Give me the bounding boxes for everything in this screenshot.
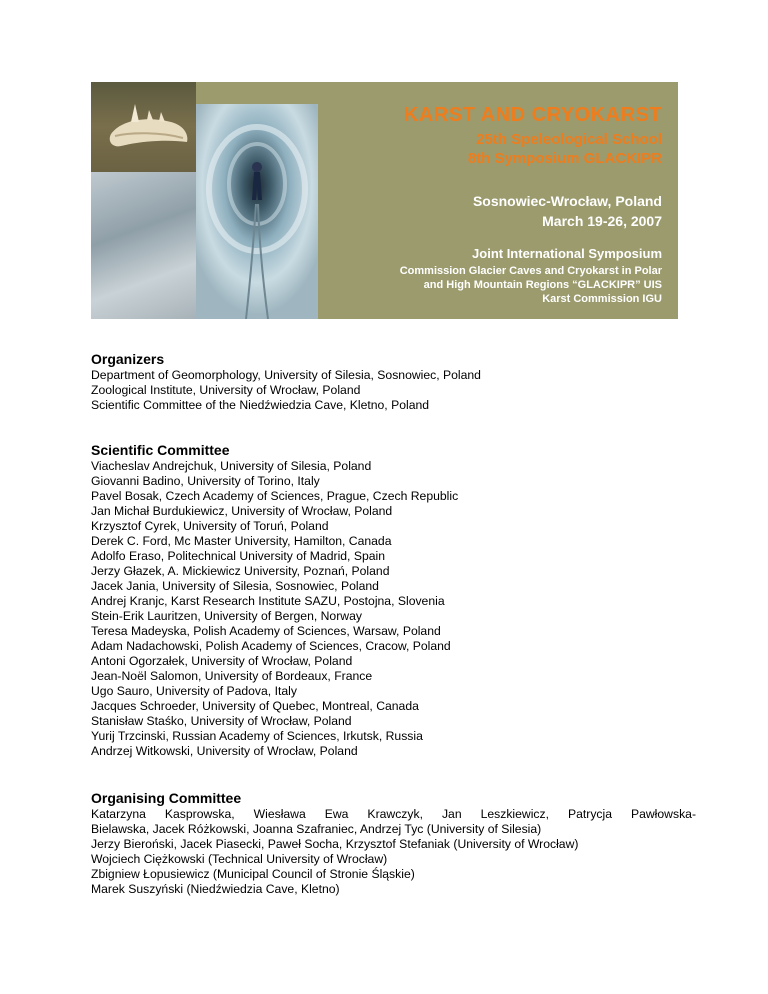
organizer-item: Zoological Institute, University of Wrocław, Poland (91, 383, 361, 397)
committee-member: Stein-Erik Lauritzen, University of Bergen, Norway (91, 609, 362, 623)
committee-member: Pavel Bosak, Czech Academy of Sciences, Prague, Czech Republic (91, 489, 459, 503)
banner-commission-line-2: and High Mountain Regions “GLACKIPR” UIS (423, 279, 662, 291)
committee-member: Yurij Trzcinski, Russian Academy of Sciences, Irkutsk, Russia (91, 729, 423, 743)
organizer-item: Scientific Committee of the Niedźwiedzia Cave, Kletno, Poland (91, 398, 430, 412)
banner-dates: March 19-26, 2007 (542, 213, 662, 229)
banner-commission-line-3: Karst Commission IGU (542, 293, 662, 305)
banner-subtitle-symposium: 8th Symposium GLACKIPR (467, 150, 662, 167)
committee-member: Jean-Noël Salomon, University of Bordeaux, France (91, 669, 373, 683)
organising-committee-section (91, 790, 711, 897)
banner-commission-line-1: Commission Glacier Caves and Cryokarst in Polar (399, 265, 662, 277)
organising-line: Jerzy Bieroński, Jacek Piasecki, Paweł Socha, Krzysztof Stefaniak (University of Wrocław) (91, 837, 579, 851)
organising-line: Bielawska, Jacek Różkowski, Joanna Szafraniec, Andrzej Tyc (University of Silesia) (91, 822, 542, 836)
organising-line: Marek Suszyński (Niedźwiedzia Cave, Kletno) (91, 882, 340, 896)
organizers-heading: Organizers (91, 351, 165, 367)
committee-member: Antoni Ogorzałek, University of Wrocław, Poland (91, 654, 353, 668)
organising-line: Katarzyna Kasprowska, Wiesława Ewa Krawczyk, Jan Leszkiewicz, Patrycja Pawłowska- (91, 807, 696, 821)
committee-member: Andrzej Witkowski, University of Wrocław, Poland (91, 744, 358, 758)
organizers-section (91, 351, 711, 413)
committee-member: Jacek Jania, University of Silesia, Sosnowiec, Poland (91, 579, 379, 593)
committee-member: Teresa Madeyska, Polish Academy of Sciences, Warsaw, Poland (91, 624, 441, 638)
committee-member: Giovanni Badino, University of Torino, Italy (91, 474, 320, 488)
committee-member: Krzysztof Cyrek, University of Toruń, Poland (91, 519, 329, 533)
committee-member: Adolfo Eraso, Politechnical University of Madrid, Spain (91, 549, 385, 563)
committee-member: Ugo Sauro, University of Padova, Italy (91, 684, 297, 698)
committee-member: Jan Michał Burdukiewicz, University of Wrocław, Poland (91, 504, 393, 518)
banner-joint: Joint International Symposium (472, 246, 662, 261)
banner-place: Sosnowiec-Wrocław, Poland (472, 193, 662, 209)
banner-subtitle-school: 25th Speleological School (476, 131, 662, 148)
scientific-committee-section (91, 442, 711, 759)
committee-member: Andrej Kranjc, Karst Research Institute SAZU, Postojna, Slovenia (91, 594, 445, 608)
ice-image (91, 172, 196, 319)
committee-member: Jerzy Głazek, A. Mickiewicz University, Poznań, Poland (91, 564, 390, 578)
committee-member: Viacheslav Andrejchuk, University of Silesia, Poland (91, 459, 372, 473)
organising-line: Zbigniew Łopusiewicz (Municipal Council of Stronie Śląskie) (91, 867, 415, 881)
committee-member: Adam Nadachowski, Polish Academy of Sciences, Cracow, Poland (91, 639, 451, 653)
symposium-banner (91, 82, 678, 319)
fossil-jaw-image (91, 82, 196, 172)
organising-line: Wojciech Ciężkowski (Technical University of Wrocław) (91, 852, 388, 866)
committee-member: Derek C. Ford, Mc Master University, Hamilton, Canada (91, 534, 392, 548)
committee-member: Jacques Schroeder, University of Quebec, Montreal, Canada (91, 699, 419, 713)
ice-cave-image (196, 104, 318, 319)
organizer-item: Department of Geomorphology, University of Silesia, Sosnowiec, Poland (91, 368, 481, 382)
banner-title: KARST AND CRYOKARST (403, 104, 662, 126)
organising-committee-heading: Organising Committee (91, 790, 242, 806)
scientific-committee-heading: Scientific Committee (91, 442, 230, 458)
committee-member: Stanisław Staśko, University of Wrocław, Poland (91, 714, 352, 728)
